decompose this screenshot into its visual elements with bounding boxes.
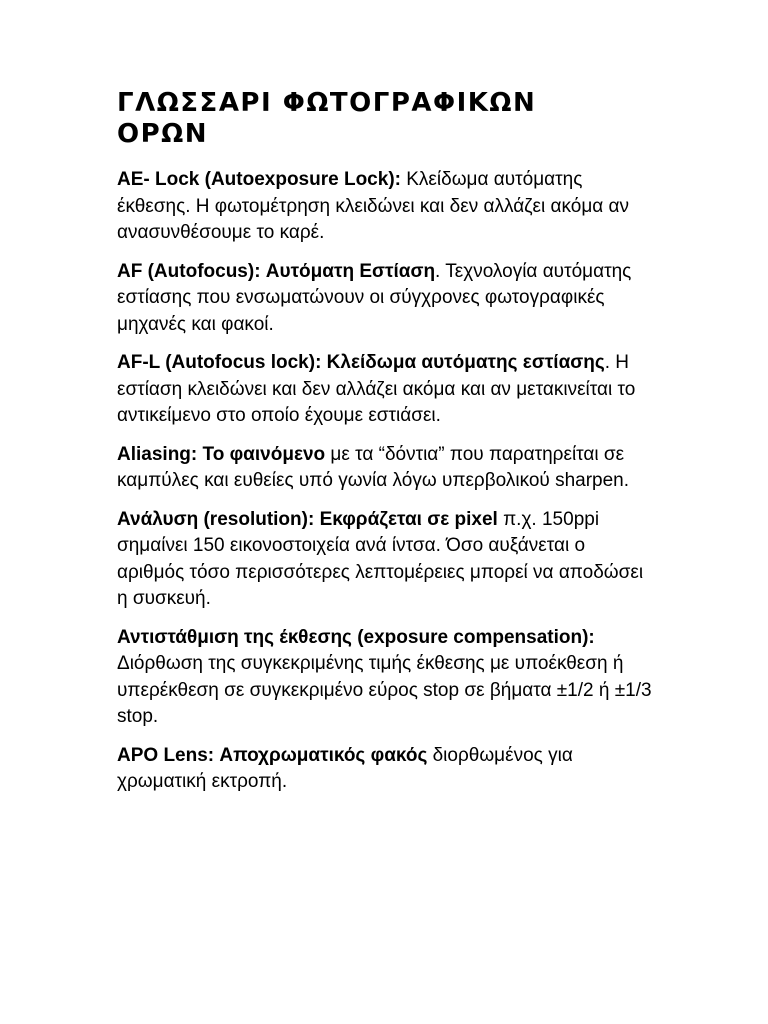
glossary-term: AF-L (Autofocus lock): Κλείδωμα αυτόματης εστίασης xyxy=(117,352,605,373)
glossary-entry xyxy=(117,350,657,430)
glossary-entry xyxy=(117,167,657,247)
glossary-definition: με τα “δόντια” που παρατηρείται σε καμπύλες και ευθείες υπό γωνία λόγω υπερβολικού sharpen. xyxy=(117,443,630,491)
glossary-definition: διορθωμένος για χρωματική εκτροπή. xyxy=(117,744,573,792)
glossary-definition: Διόρθωση της συγκεκριμένης τιμής έκθεσης με υποέκθεση ή υπερέκθεση σε συγκεκριμένο εύρος stop σε βήματα ±1/2 ή ±1/3 stop. xyxy=(117,653,652,727)
glossary-term: AE- Lock (Autoexposure Lock): xyxy=(117,169,401,190)
page-title: ΓΛΩΣΣΑΡΙ ΦΩΤΟΓΡΑΦΙΚΩΝ ΟΡΩΝ xyxy=(117,88,537,149)
glossary-term: APO Lens: Αποχρωματικός φακός xyxy=(117,744,428,766)
glossary-definition: π.χ. 150ppi σημαίνει 150 εικονοστοιχεία ανά ίντσα. Όσο αυξάνεται ο αριθμός τόσο περισσότερες λεπτομέρειες μπορεί να αποδώσει η συσκευή. xyxy=(117,508,644,609)
glossary-entry xyxy=(117,625,657,731)
glossary-content xyxy=(117,88,657,808)
glossary-definition: . Τεχνολογία αυτόματης εστίασης που ενσωματώνουν οι σύγχρονες φωτογραφικές μηχανές και φακοί. xyxy=(117,260,632,335)
glossary-definition: Κλείδωμα αυτόματης έκθεσης. Η φωτομέτρηση κλειδώνει και δεν αλλάζει ακόμα αν ανασυνθέσουμε το καρέ. xyxy=(117,169,630,243)
glossary-entry xyxy=(117,507,657,613)
glossary-entry xyxy=(117,743,657,796)
glossary-definition: . Η εστίαση κλειδώνει και δεν αλλάζει ακόμα και αν μετακινείται το αντικείμενο στο οποίο έχουμε εστιάσει. xyxy=(117,352,636,426)
glossary-entry xyxy=(117,259,657,339)
glossary-entry xyxy=(117,442,657,495)
glossary-term: AF (Autofocus): Αυτόματη Εστίαση xyxy=(117,260,436,282)
glossary-term: Aliasing: Το φαινόμενο xyxy=(117,443,326,465)
glossary-term: Αντιστάθμιση της έκθεσης (exposure compensation): xyxy=(117,626,595,648)
glossary-term: Ανάλυση (resolution): Εκφράζεται σε pixel xyxy=(117,508,498,530)
